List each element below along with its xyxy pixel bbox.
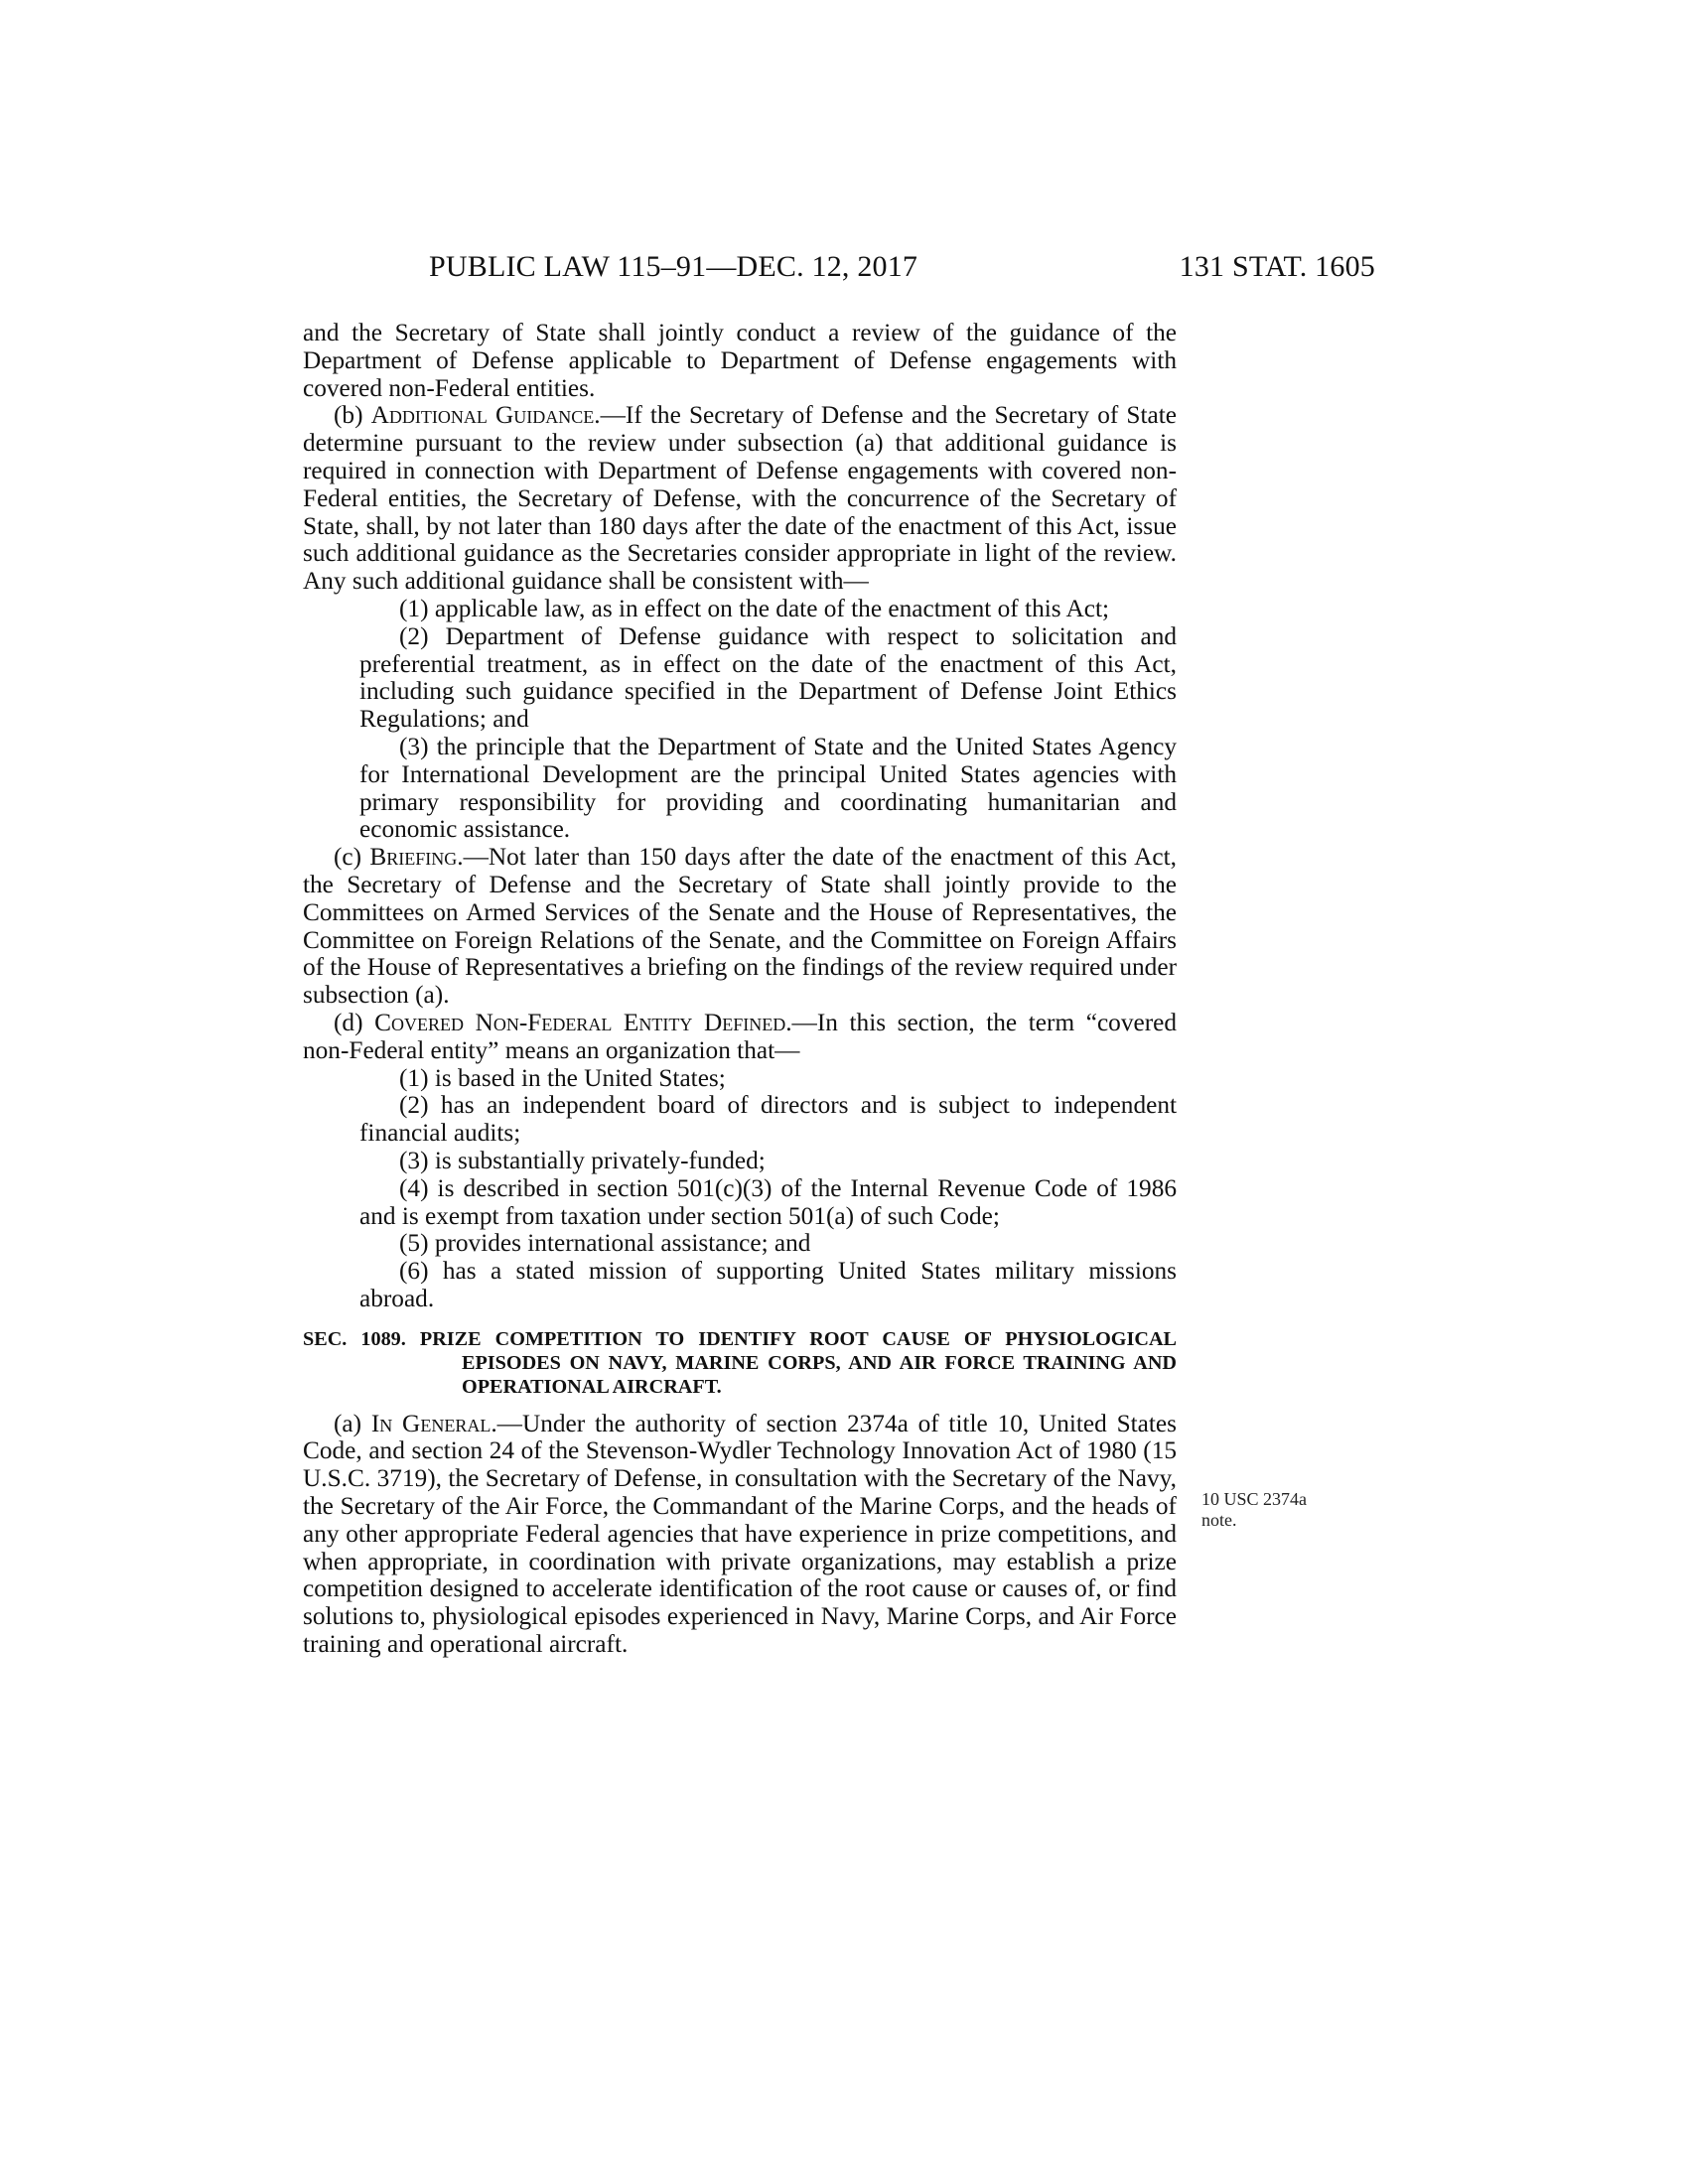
section-title: PRIZE COMPETITION TO IDENTIFY ROOT CAUSE OF PHYSIOLOGICAL EPISODES ON NAVY, MARINE CORPS, AND AIR FORCE TRAINING AND OPERATIONAL AIRCRAFT. — [419, 1327, 1177, 1398]
subsection-b-item-1: (1) applicable law, as in effect on the date of the enactment of this Act; — [399, 594, 1110, 622]
stat-page-number: 131 STAT. 1605 — [1179, 250, 1375, 283]
subsection-d-item-1: (1) is based in the United States; — [399, 1063, 726, 1092]
subsection-a — [303, 1411, 1177, 1659]
subsection-d-label: (d) — [334, 1008, 375, 1036]
body-text — [303, 320, 1177, 1659]
subsection-c-label: (c) — [334, 843, 370, 872]
subsection-b-heading: Additional Guidance — [370, 401, 595, 430]
subsection-b-label: (b) — [334, 401, 371, 430]
subsection-b-item-3: (3) the principle that the Department of State and the United States Agency for International Development are the principal United States agencies with primary responsibility for providing and coordinating humanitarian and economic assistance. — [359, 732, 1177, 844]
subsection-d-text: .—In this section, the term “covered non-Federal entity” means an organization that— — [303, 1008, 1177, 1064]
section-heading — [303, 1327, 1177, 1399]
subsection-d-item-6: (6) has a stated mission of supporting United States military missions abroad. — [359, 1257, 1177, 1312]
margin-note-line-2: note. — [1201, 1510, 1237, 1530]
subsection-d-item-5: (5) provides international assistance; and — [399, 1229, 811, 1258]
subsection-d-item-4: (4) is described in section 501(c)(3) of the Internal Revenue Code of 1986 and is exempt from taxation under section 501(a) of such Code; — [359, 1173, 1177, 1230]
margin-note — [1201, 1489, 1307, 1531]
subsection-b-text: .—If the Secretary of Defense and the Secretary of State determine pursuant to the review under subsection (a) that additional guidance is required in connection with Department of Defense engagements with covered non-Federal entities, the Secretary of Defense, with the concurrence of the Secretary of State, shall, by not later than 180 days after the date of the enactment of this Act, issue such additional guidance as the Secretaries consider appropriate in light of the review. Any such additional guidance shall be consistent with— — [303, 401, 1177, 596]
margin-note-line-1: 10 USC 2374a — [1201, 1489, 1308, 1509]
subsection-d-item-2: (2) has an independent board of directors and is subject to independent financial audits; — [359, 1091, 1177, 1148]
subsection-c — [303, 844, 1177, 1010]
subsection-a-text: .—Under the authority of section 2374a of title 10, United States Code, and section 24 of the Stevenson-Wydler Technology Innovation Act of 1980 (15 U.S.C. 3719), the Secretary of Defense, in consultation with the Secretary of the Navy, the Secretary of the Air Force, the Commandant of the Marine Corps, and the heads of any other appropriate Federal agencies that have experience in prize competitions, and when appropriate, in coordination with private organizations, may establish a prize competition designed to accelerate identification of the root cause or causes of, or find solutions to, physiological episodes experienced in Navy, Marine Corps, and Air Force training and operational aircraft. — [303, 1409, 1177, 1659]
subsection-b-item-2: (2) Department of Defense guidance with respect to solicitation and preferential treatment, as in effect on the date of the enactment of this Act, including such guidance specified in the Department of Defense Joint Ethics Regulations; and — [359, 621, 1177, 734]
subsection-d-item-3: (3) is substantially privately-funded; — [399, 1146, 766, 1174]
subsection-d-heading: Covered Non-Federal Entity Defined — [374, 1008, 786, 1036]
law-citation-header: PUBLIC LAW 115–91—DEC. 12, 2017 — [429, 250, 918, 283]
section-number: SEC. 1089. — [303, 1327, 420, 1350]
subsection-c-heading: Briefing — [369, 843, 458, 872]
continuation-paragraph: and the Secretary of State shall jointly conduct a review of the guidance of the Department of Defense applicable to Department of Defense engagements with covered non-Federal entities. — [303, 319, 1177, 402]
subsection-d — [303, 1010, 1177, 1065]
subsection-c-text: .—Not later than 150 days after the date of the enactment of this Act, the Secretary of Defense and the Secretary of State shall jointly provide to the Committees on Armed Services of the Senate and the House of Representatives, the Committee on Foreign Relations of the Senate, and the Committee on Foreign Affairs of the House of Representatives a briefing on the findings of the review required under subsection (a). — [303, 843, 1177, 1010]
subsection-a-label: (a) — [334, 1409, 371, 1437]
subsection-a-heading: In General — [370, 1409, 492, 1437]
subsection-b — [303, 402, 1177, 596]
